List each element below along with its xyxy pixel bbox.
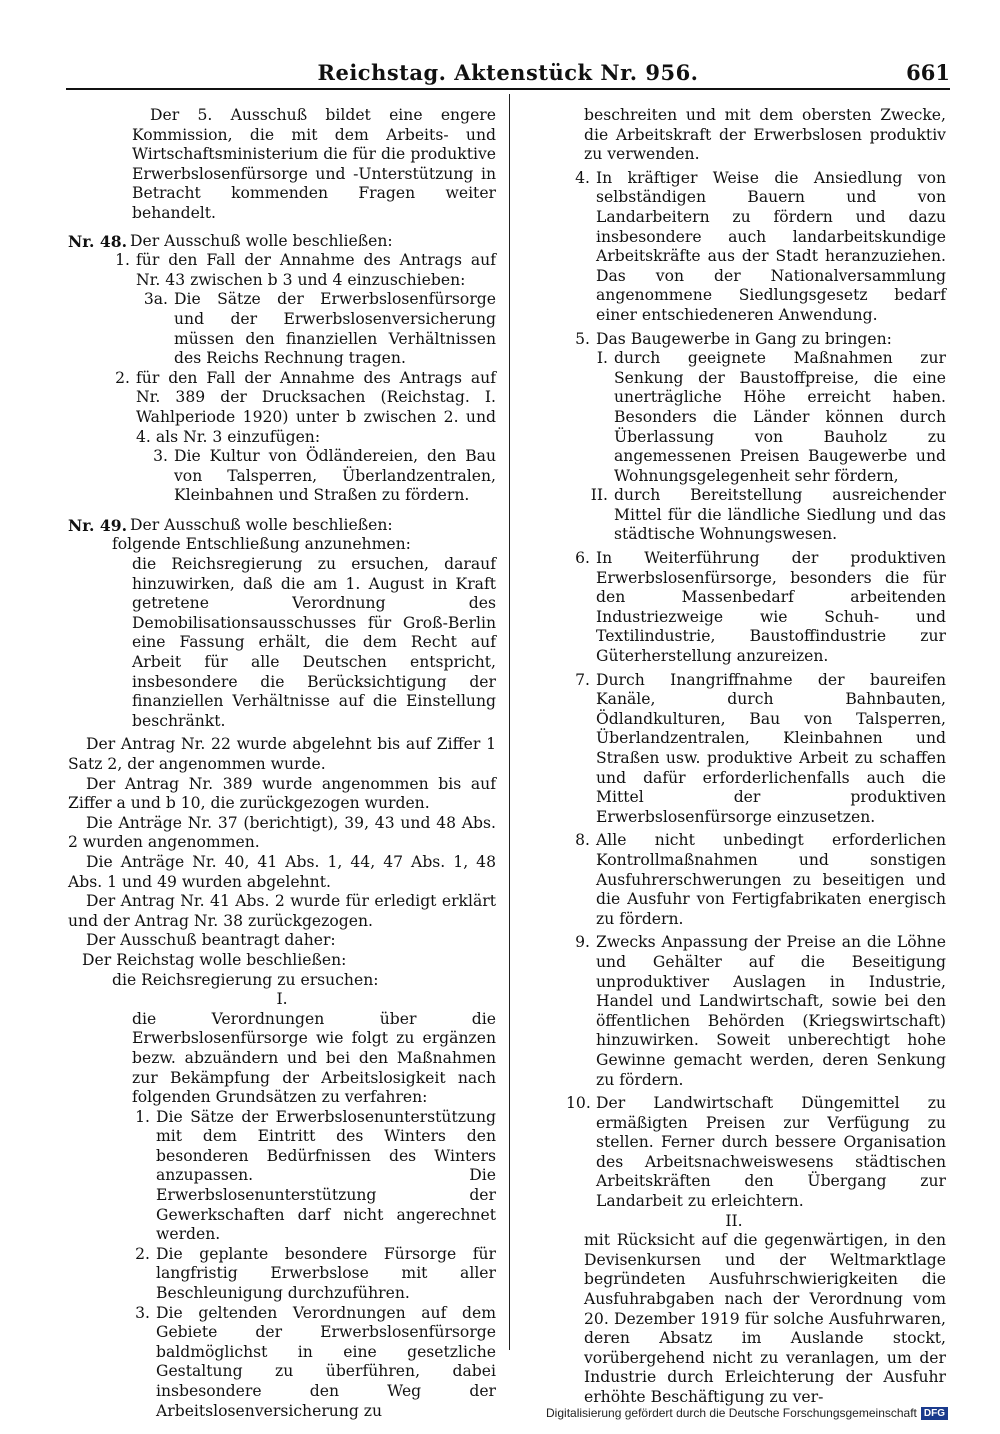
nr49-text: Der Ausschuß wolle beschließen: [130, 515, 393, 534]
item-number: 8. [575, 831, 590, 850]
item-text: Das Baugewerbe in Gang zu bringen: [596, 329, 892, 348]
item-number: 7. [575, 670, 590, 689]
item-number: 4. [575, 168, 590, 187]
principle-5-I [522, 349, 946, 486]
nr48-item-2 [68, 369, 496, 447]
section-2-text: mit Rücksicht auf die gegenwärtigen, in den Devisenkursen und der Weltmarktlage begründeten Ausfuhrschwierigkeiten die Ausfuhrabgaben nach der Verordnung vom 20. Dezember 1919 für solche Ausfuhrwaren, deren Absatz im Auslande stockt, vorübergehend nicht zu veranlagen, um der Industrie durch Erleichterung der Ausfuhr erhöhte Beschäftigung zu ver- [584, 1231, 946, 1406]
result-3: Die Anträge Nr. 37 (berichtigt), 39, 43 und 48 Abs. 2 wurden angenommen. [68, 813, 496, 852]
item-text: Durch Inangriffnahme der baureifen Kanäle, durch Bahnbauten, Ödlandkulturen, Bau von Talsperren, Überlandzentralen, Kleinbahnen und Straßen usw. produktive Arbeit zu schaffen und dafür erforderlichenfalls auch die Mittel der produktiven Erwerbslosenfürsorge einzusetzen. [596, 670, 946, 826]
item-text: Alle nicht unbedingt erforderlichen Kontrollmaßnahmen und sonstigen Ausfuhrerschwerungen zu beseitigen und die Ausfuhr von Fertigfabrikaten energisch zu fördern. [596, 831, 946, 928]
principle-7 [522, 671, 946, 828]
running-title: Reichstag. Aktenstück Nr. 956. [317, 60, 699, 85]
item-number: 5. [575, 329, 590, 348]
nr48-item-2-sub [68, 447, 496, 506]
item-text: durch geeignete Maßnahmen zur Senkung der Baustoffpreise, die eine unerträgliche Höhe erreicht haben. Besonders die Länder können durch Überlassung von Bauholz zu angemessenen Preisen Baugewerbe und Wohnungsgelegenheit sehr fördern, [614, 349, 946, 485]
result-1: Der Antrag Nr. 22 wurde abgelehnt bis auf Ziffer 1 Satz 2, der angenommen wurde. [68, 735, 496, 773]
principle-3-continued: beschreiten und mit dem obersten Zwecke, die Arbeitskraft der Erwerbslosen produktiv zu verwenden. [584, 106, 946, 164]
item-text: Die geplante besondere Fürsorge für langfristig Erwerbslose mit aller Beschleunigung durchzuführen. [156, 1244, 496, 1303]
item-number: 9. [575, 933, 590, 952]
principle-4 [522, 169, 946, 326]
nr48-heading [68, 232, 496, 252]
column-divider [509, 94, 510, 1350]
page-header [66, 58, 950, 90]
result-8: die Reichsregierung zu ersuchen: [112, 970, 379, 989]
item-number: 10. [566, 1094, 591, 1113]
nr48-label: Nr. 48. [68, 231, 128, 251]
intro-paragraph: Der 5. Ausschuß bildet eine engere Kommission, die mit dem Arbeits- und Wirtschaftsministerium die für die produktive Erwerbslosenfürsorge und -Unterstützung in Betracht kommenden Fragen weiter behandelt. [132, 106, 496, 222]
principle-6 [522, 549, 946, 667]
item-text: für den Fall der Annahme des Antrags auf Nr. 43 zwischen b 3 und 4 einzuschieben: [136, 251, 496, 289]
nr48-item-1 [68, 251, 496, 290]
principle-9 [522, 933, 946, 1090]
right-column [522, 106, 946, 1408]
nr49-label: Nr. 49. [68, 515, 128, 535]
nr48-text: Der Ausschuß wolle beschließen: [130, 231, 393, 250]
item-number: 3. [153, 447, 168, 466]
result-4: Die Anträge Nr. 40, 41 Abs. 1, 44, 47 Abs. 1, 48 Abs. 1 und 49 wurden abgelehnt. [68, 852, 496, 891]
digitization-credit [546, 1406, 948, 1420]
item-text: durch Bereitstellung ausreichender Mittel für die ländliche Siedlung und das städtische Wohnungswesen. [614, 486, 946, 544]
item-text: Die Sätze der Erwerbslosenunterstützung mit dem Eintritt des Winters den besonderen Bedürfnissen des Winters anzupassen. Die Erwerbslosenunterstützung der Gewerkschaften darf nicht angerechnet werden. [156, 1107, 496, 1244]
item-text: Die geltenden Verordnungen auf dem Gebiete der Erwerbslosenfürsorge baldmöglichst in eine gesetzliche Gestaltung zu überführen, dabei insbesondere den Weg der Arbeitslosenversicherung zu [156, 1303, 496, 1420]
principle-8 [522, 831, 946, 929]
item-number: 1. [115, 251, 130, 270]
item-number: 2. [115, 368, 130, 387]
credit-text: Digitalisierung gefördert durch die Deutsche Forschungsgemeinschaft [546, 1406, 917, 1420]
item-text: Die Kultur von Ödländereien, den Bau von Talsperren, Überlandzentralen, Kleinbahnen und Straßen zu fördern. [174, 447, 496, 505]
item-text: Die Sätze der Erwerbslosenfürsorge und der Erwerbslosenversicherung müssen den finanziellen Verhältnissen des Reichs Rechnung tragen. [174, 290, 496, 368]
result-6: Der Ausschuß beantragt daher: [86, 931, 336, 950]
page-number: 661 [906, 60, 950, 85]
principle-5-II [522, 486, 946, 545]
item-text: Der Landwirtschaft Düngemittel zu ermäßigten Preisen zur Verfügung zu stellen. Ferner durch bessere Organisation des Arbeitsnachweiswesens städtischen Arbeitskräften den Übergang zur Landarbeit zu erleichtern. [596, 1094, 946, 1211]
item-text: In Weiterführung der produktiven Erwerbslosenfürsorge, besonders die für den Massenbedarf arbeitenden Industriezweige wie Schuh- und Textilindustrie, Baustoffindustrie zur Güterherstellung anzureizen. [596, 549, 946, 666]
dfg-logo: DFG [921, 1407, 948, 1420]
nr49-body: die Reichsregierung zu ersuchen, darauf hinzuwirken, daß die am 1. August in Kraft getretene Verordnung des Demobilisationsausschusses für Groß-Berlin eine Fassung erhält, die dem Recht auf Arbeit für alle Deutschen entspricht, insbesondere die Berücksichtigung der finanziellen Verhältnisse auf die Einstellung beschränkt. [132, 555, 496, 730]
item-number: 2. [135, 1244, 150, 1263]
item-number: 3. [135, 1303, 150, 1322]
item-text: Zwecks Anpassung der Preise an die Löhne und Gehälter auf die Beseitigung unproduktiver Auslagen in Industrie, Handel und Landwirtschaft, sowie bei den öffentlichen Behörden (Kriegswirtschaft) hinzuwirken. Soweit unberechtigt hohe Gewinne gemacht werden, deren Senkung zu fördern. [596, 933, 946, 1089]
result-7: Der Reichstag wolle beschließen: [82, 950, 347, 969]
left-column [68, 106, 496, 1421]
nr49-subheading: folgende Entschließung anzunehmen: [112, 535, 411, 554]
principle-1 [68, 1108, 496, 1245]
nr48-item-1-sub [68, 290, 496, 368]
section-1-intro: die Verordnungen über die Erwerbslosenfürsorge wie folgt zu ergänzen bezw. abzuändern und bei den Maßnahmen zur Bekämpfung der Arbeitslosigkeit nach folgenden Grundsätzen zu verfahren: [132, 1009, 496, 1107]
nr49-heading [68, 516, 496, 536]
item-text: für den Fall der Annahme des Antrags auf Nr. 389 der Drucksachen (Reichstag. I. Wahlperiode 1920) unter b zwischen 2. und 4. als Nr. 3 einzufügen: [136, 368, 496, 446]
result-2: Der Antrag Nr. 389 wurde angenommen bis auf Ziffer a und b 10, die zurückgezogen wurden. [68, 774, 496, 813]
result-5: Der Antrag Nr. 41 Abs. 2 wurde für erledigt erklärt und der Antrag Nr. 38 zurückgezogen. [68, 892, 496, 930]
item-number: 6. [575, 549, 590, 568]
section-roman-2: II. [725, 1211, 743, 1230]
item-number: II. [590, 486, 608, 505]
principle-3 [68, 1304, 496, 1422]
section-roman-1: I. [276, 990, 288, 1009]
item-number: 1. [135, 1107, 150, 1126]
item-text: In kräftiger Weise die Ansiedlung von selbständigen Bauern und von Landarbeitern zu fördern und dazu insbesondere auch landarbeitskundige Arbeitskräfte aus der Stadt heranzuziehen. Das von der Nationalversammlung angenommene Siedlungsgesetz bedarf einer entschiedeneren Anwendung. [596, 168, 946, 324]
principle-10 [522, 1094, 946, 1212]
principle-5 [522, 330, 946, 350]
principle-2 [68, 1245, 496, 1304]
item-number: 3a. [143, 290, 168, 309]
item-number: I. [596, 349, 608, 368]
